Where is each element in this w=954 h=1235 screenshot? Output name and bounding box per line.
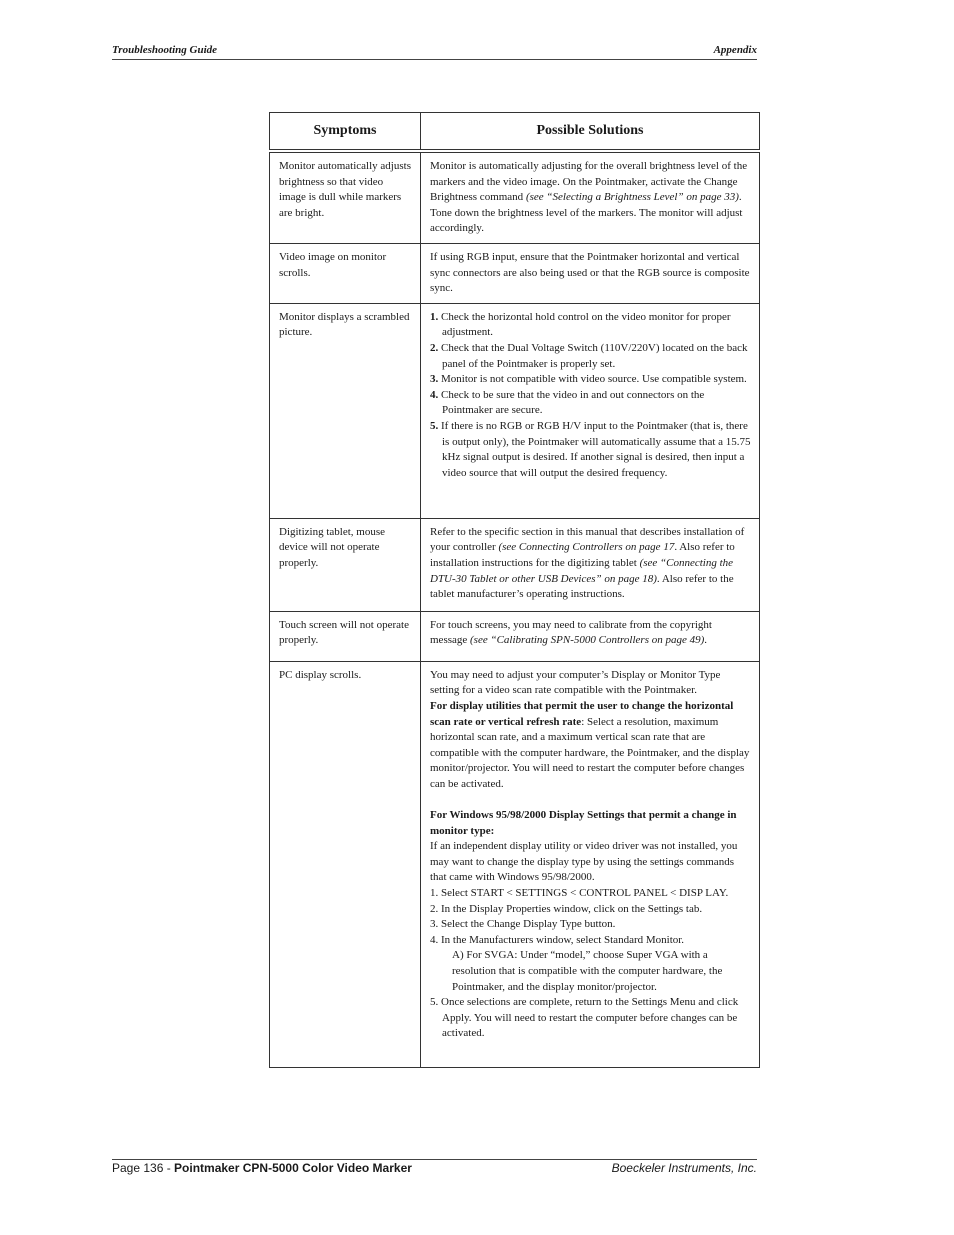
- page-reference: (see “Calibrating SPN-5000 Controllers on page 49): [470, 634, 705, 647]
- page-reference: (see “Selecting a Brightness Level” on page 33): [525, 191, 739, 204]
- symptom-cell: Touch screen will not operate properly.: [270, 611, 421, 661]
- paragraph: You may need to adjust your computer’s Display or Monitor Type setting for a video scan rate compatible with the Pointmaker.: [430, 668, 721, 697]
- table-row: [270, 611, 760, 661]
- list-item: 5. If there is no RGB or RGB H/V input to the Pointmaker (that is, there is output only), the Pointmaker will automatically assume that a 15.75 kHz signal output is desired. If another signal is desired, then input a video source that will output the desired frequency.: [430, 419, 751, 479]
- list-item: 2. In the Display Properties window, click on the Settings tab.: [430, 902, 703, 915]
- table-header-row: [270, 113, 760, 152]
- list-item: 3. Select the Change Display Type button.: [430, 918, 616, 931]
- paragraph: If an independent display utility or video driver was not installed, you may want to change the display type by using the settings commands that came with Windows 95/98/2000.: [430, 840, 738, 884]
- table-row: [270, 661, 760, 1067]
- solution-cell: Refer to the specific section in this manual that describes installation of your controller (see Connecting Controllers on page 17. Also refer to installation instructions for the digitizing tablet (see “Connecting the DTU-30 Tablet or other USB Devices” on page 18). Also refer to the tablet manufacturer’s operating instructions.: [421, 518, 760, 611]
- troubleshooting-table: [269, 112, 760, 1068]
- symptom-cell: Monitor displays a scrambled picture.: [270, 303, 421, 518]
- list-subitem: A) For SVGA: Under “model,” choose Super VGA with a resolution that is compatible with the computer hardware, the Pointmaker, and the display monitor/projector.: [452, 949, 723, 993]
- list-item: 4. Check to be sure that the video in and out connectors on the Pointmaker are secure.: [430, 388, 705, 417]
- table-row: [270, 243, 760, 303]
- subheading: For Windows 95/98/2000 Display Settings that permit a change in monitor type:: [430, 809, 737, 837]
- footer-page-info: Page 136 - Pointmaker CPN-5000 Color Video Marker: [112, 1161, 412, 1175]
- list-item: 4. In the Manufacturers window, select Standard Monitor.: [430, 933, 685, 946]
- solution-cell: Monitor is automatically adjusting for the overall brightness level of the markers and the video image. On the Pointmaker, activate the Change Brightness command (see “Selecting a Brightness Level” on page 33). Tone down the brightness level of the markers. The monitor will adjust accordingly.: [421, 151, 760, 243]
- list-item: 5. Once selections are complete, return to the Settings Menu and click Apply. You will need to restart the computer before changes can be activated.: [430, 996, 739, 1040]
- list-item: 3. Monitor is not compatible with video source. Use compatible system.: [430, 373, 747, 386]
- symptom-cell: Digitizing tablet, mouse device will not operate properly.: [270, 518, 421, 611]
- page-reference: (see Connecting Controllers on page 17: [498, 541, 675, 554]
- column-header-solutions: Possible Solutions: [421, 113, 760, 152]
- solution-cell: If using RGB input, ensure that the Pointmaker horizontal and vertical sync connectors are also being used or that the RGB source is composite sync.: [421, 243, 760, 303]
- paragraph: For display utilities that permit the user to change the horizontal scan rate or vertical refresh rate: Select a resolution, maximum horizontal scan rate, and a maximum vertical scan rate that are compatible with the computer hardware, the Pointmaker, and the display monitor/projector. You will need to restart the computer before changes can be activated.: [430, 699, 750, 790]
- solution-cell: For touch screens, you may need to calibrate from the copyright message (see “Calibrating SPN-5000 Controllers on page 49).: [421, 611, 760, 661]
- symptom-cell: Video image on monitor scrolls.: [270, 243, 421, 303]
- solution-cell: [421, 661, 760, 1067]
- page-reference: (see “Connecting the DTU-30 Tablet or other USB Devices” on page 18): [430, 556, 734, 585]
- symptom-cell: Monitor automatically adjusts brightness so that video image is dull while markers are bright.: [270, 151, 421, 243]
- table-row: [270, 303, 760, 518]
- page-footer: [112, 1159, 757, 1175]
- solution-cell: [421, 303, 760, 518]
- header-chapter-title: Appendix: [713, 44, 757, 56]
- list-item: 2. Check that the Dual Voltage Switch (110V/220V) located on the back panel of the Pointmaker is properly set.: [430, 341, 748, 370]
- symptom-cell: PC display scrolls.: [270, 661, 421, 1067]
- list-item: 1. Check the horizontal hold control on the video monitor for proper adjustment.: [430, 310, 731, 339]
- table-row: [270, 151, 760, 243]
- column-header-symptoms: Symptoms: [270, 113, 421, 152]
- page-header: [112, 43, 757, 60]
- footer-company: Boeckeler Instruments, Inc.: [611, 1161, 757, 1175]
- footer-product-name: Pointmaker CPN-5000 Color Video Marker: [174, 1161, 412, 1175]
- table-row: [270, 518, 760, 611]
- list-item: 1. Select START < SETTINGS < CONTROL PANEL < DISP LAY.: [430, 887, 729, 900]
- header-section-title: Troubleshooting Guide: [112, 44, 218, 56]
